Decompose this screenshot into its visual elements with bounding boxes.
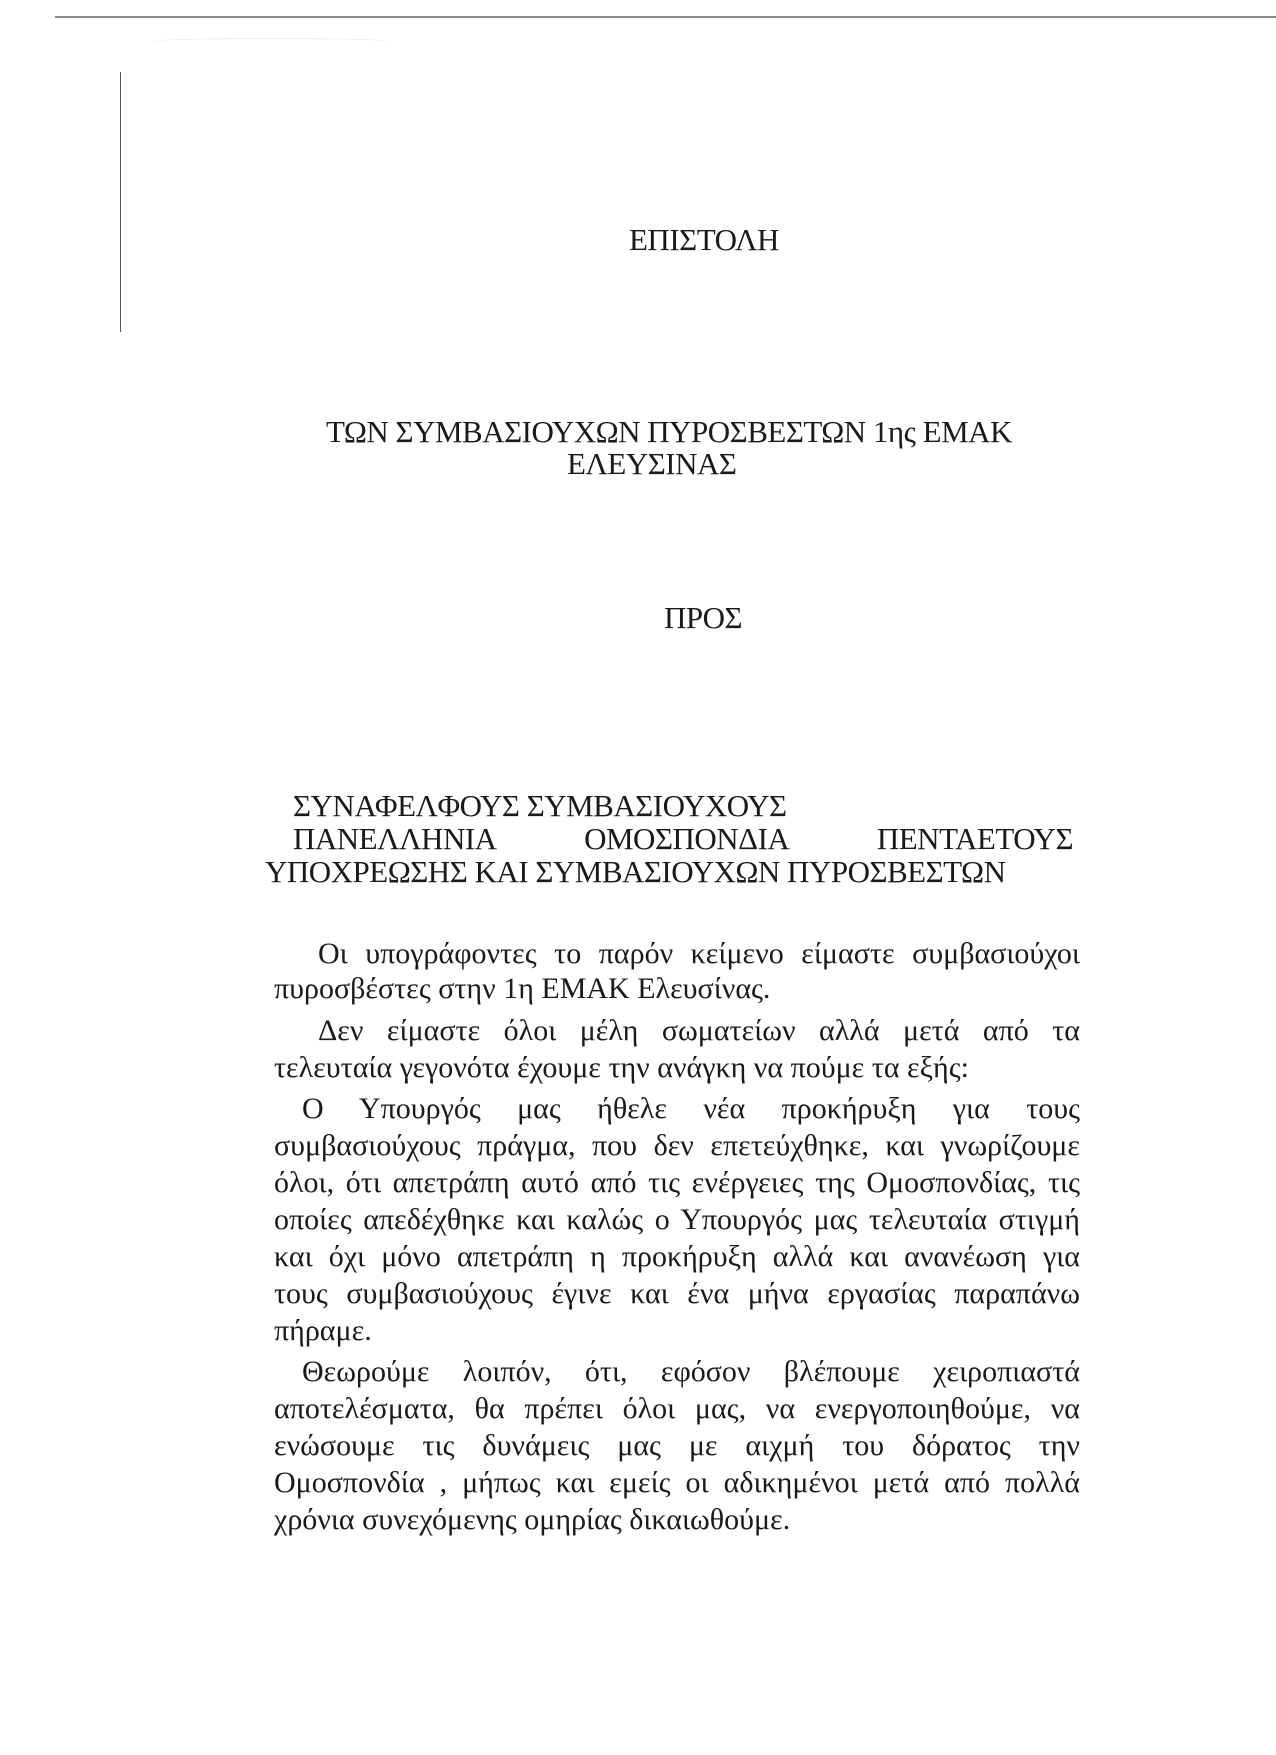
body-line: όλοι, ότι απετράπη αυτό από τις ενέργειες της Ομοσπονδίας, τις	[274, 1166, 1080, 1199]
body-line: πυροσβέστες στην 1η ΕΜΑΚ Ελευσίνας.	[274, 972, 771, 1005]
body-line: πήραμε.	[274, 1314, 372, 1347]
body-line: ενώσουμε τις δυνάμεις μας με αιχμή του δόρατος την	[274, 1429, 1080, 1462]
body-line: Θεωρούμε λοιπόν, ότι, εφόσον βλέπουμε χειροπιαστά	[302, 1355, 1080, 1388]
recipient-line-2: ΠΑΝΕΛΛΗΝΙΑ ΟΜΟΣΠΟΝΔΙΑ ΠΕΝΤΑΕΤΟΥΣ	[293, 821, 1073, 856]
recipient-line-1: ΣΥΝΑΦΕΛΦΟΥΣ ΣΥΜΒΑΣΙΟΥΧΟΥΣ	[293, 788, 787, 823]
body-line: τελευταία γεγονότα έχουμε την ανάγκη να πούμε τα εξής:	[274, 1051, 969, 1084]
sender-line-1: ΤΩΝ ΣΥΜΒΑΣΙΟΥΧΩΝ ΠΥΡΟΣΒΕΣΤΩΝ 1ης ΕΜΑΚ	[326, 414, 1012, 449]
body-line: Δεν είμαστε όλοι μέλη σωματείων αλλά μετά από τα	[318, 1014, 1080, 1047]
body-line: τους συμβασιούχους έγινε και ένα μήνα εργασίας παραπάνω	[274, 1277, 1080, 1310]
body-line: συμβασιούχους πράγμα, που δεν επετεύχθηκε, και γνωρίζουμε	[274, 1129, 1080, 1162]
body-line: Ομοσπονδία , μήπως και εμείς οι αδικημένοι μετά από πολλά	[274, 1466, 1080, 1499]
scan-smudge	[150, 38, 390, 45]
to-label: ΠΡΟΣ	[664, 600, 743, 635]
letter-title: ΕΠΙΣΤΟΛΗ	[629, 222, 779, 257]
body-line: και όχι μόνο απετράπη η προκήρυξη αλλά και ανανέωση για	[274, 1240, 1080, 1273]
recipient-line-3: ΥΠΟΧΡΕΩΣΗΣ ΚΑΙ ΣΥΜΒΑΣΙΟΥΧΩΝ ΠΥΡΟΣΒΕΣΤΩΝ	[265, 854, 1006, 889]
body-line: Οι υπογράφοντες το παρόν κείμενο είμαστε συμβασιούχοι	[318, 937, 1080, 970]
body-line: αποτελέσματα, θα πρέπει όλοι μας, να ενεργοποιηθούμε, να	[274, 1392, 1080, 1425]
scan-top-border	[55, 16, 1276, 18]
body-line: Ο Υπουργός μας ήθελε νέα προκήρυξη για τους	[302, 1092, 1080, 1125]
scan-margin-line	[120, 72, 121, 332]
body-line: χρόνια συνεχόμενης ομηρίας δικαιωθούμε.	[274, 1503, 791, 1536]
sender-line-2: ΕΛΕΥΣΙΝΑΣ	[567, 446, 737, 481]
body-line: οποίες απεδέχθηκε και καλώς ο Υπουργός μας τελευταία στιγμή	[274, 1203, 1080, 1236]
